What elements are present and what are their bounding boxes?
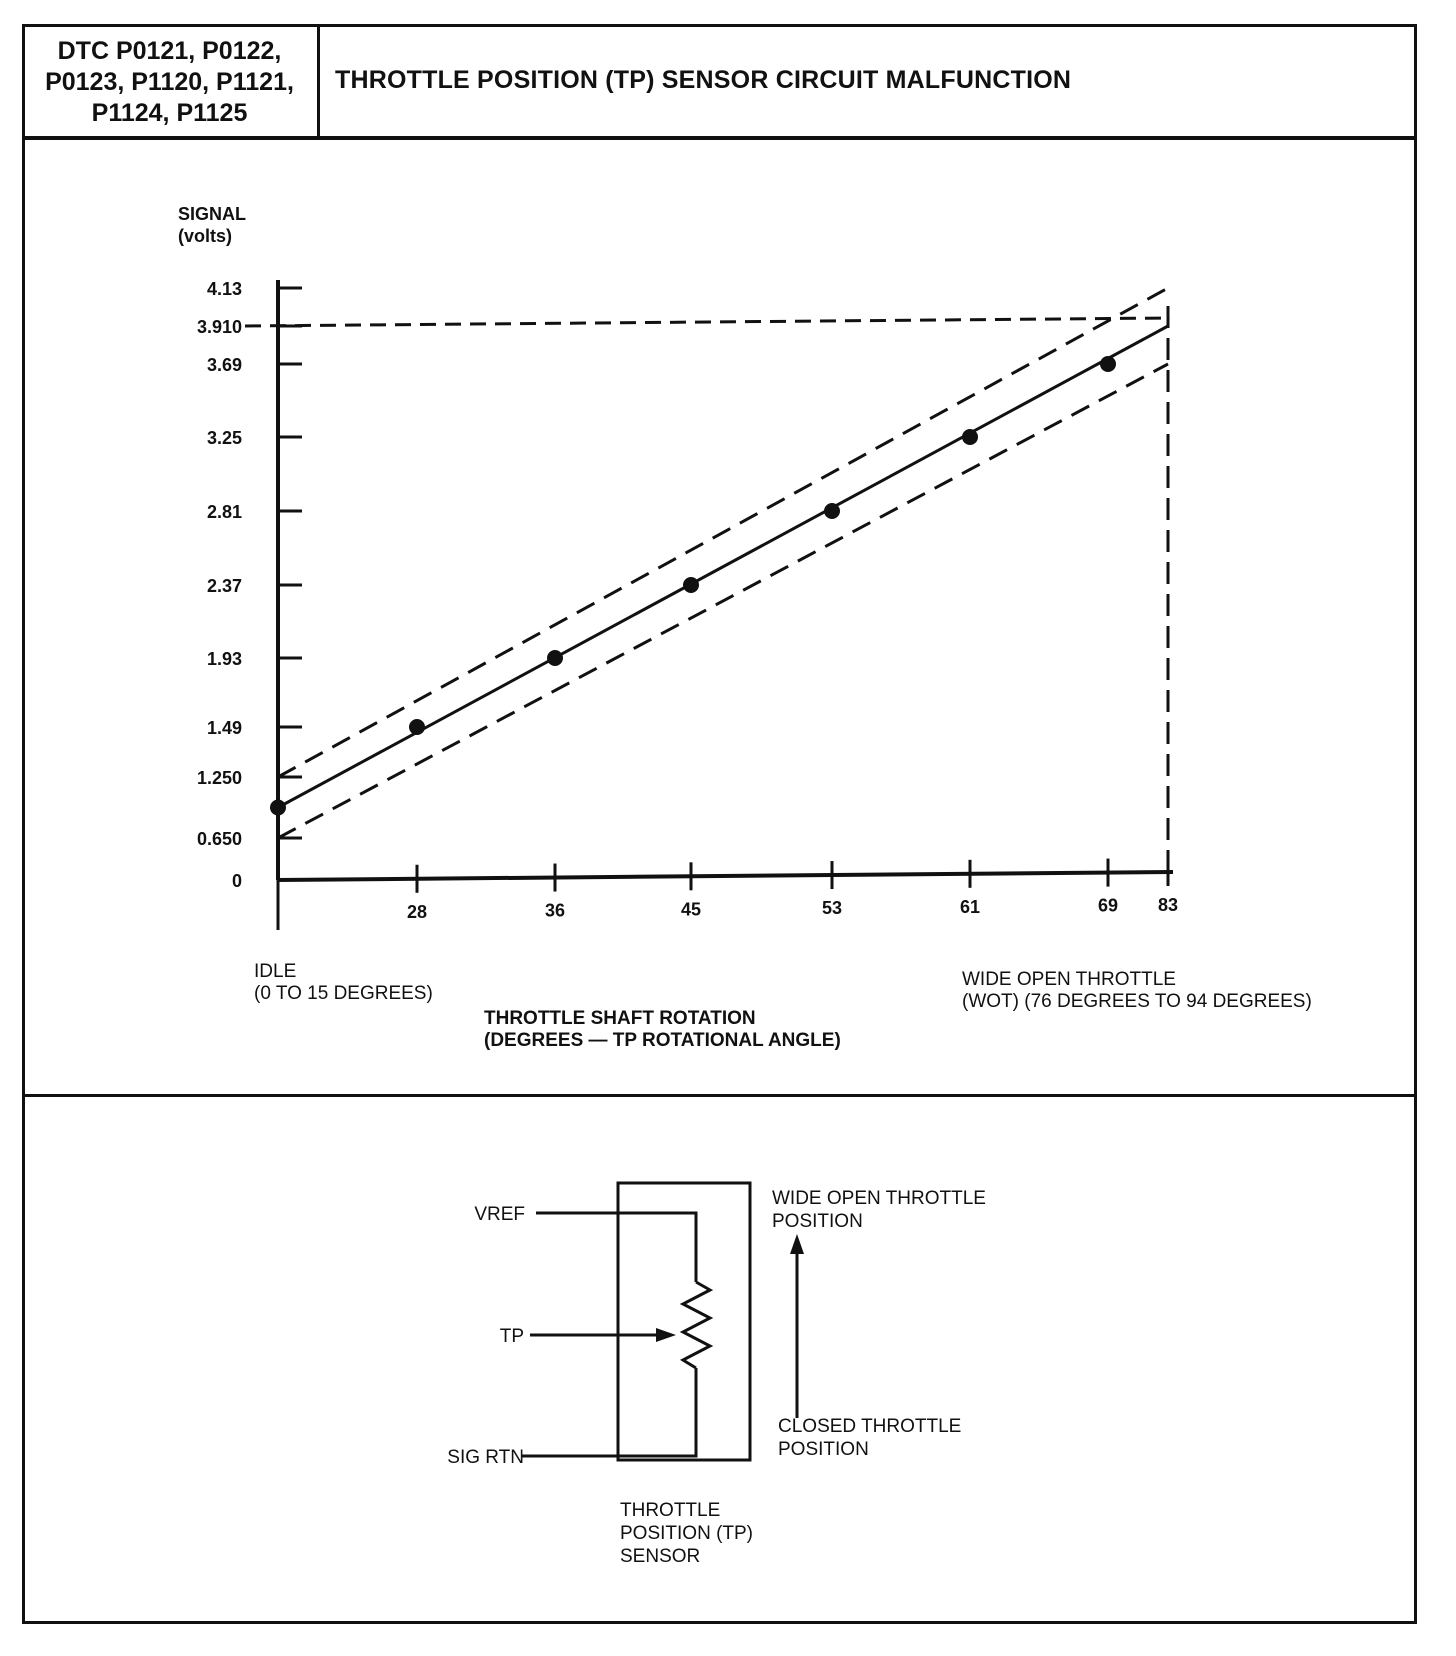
tp-signal-chart (178, 204, 1312, 1051)
y-tick-label: 0 (231, 871, 242, 891)
y-axis-unit: (volts) (178, 226, 232, 246)
data-point (409, 719, 425, 735)
data-point (824, 503, 840, 519)
dtc-codes: DTC P0121, P0122, P0123, P1120, P1121, P1124, P1125 (45, 36, 294, 127)
idle-range-label: (0 TO 15 DEGREES) (254, 983, 433, 1004)
data-point (270, 800, 286, 816)
x-tick-label: 83 (1157, 895, 1179, 916)
data-points (270, 356, 1116, 816)
sensor-label-line3: SENSOR (620, 1546, 701, 1567)
reference-line-3910 (245, 318, 1170, 326)
y-tick-label: 3.910 (196, 317, 242, 337)
x-tick-label: 61 (959, 896, 981, 917)
x-tick-label: 53 (821, 898, 843, 919)
x-axis (278, 872, 1173, 880)
y-tick-label: 2.37 (206, 576, 242, 596)
x-tick-label: 69 (1097, 895, 1119, 916)
x-tick-label: 45 (680, 899, 702, 920)
data-point (962, 429, 978, 445)
data-point (547, 650, 563, 666)
series-line-nominal (278, 326, 1168, 808)
y-tick-label: 4.13 (206, 279, 242, 299)
sensor-label-line2: POSITION (TP) (620, 1523, 753, 1544)
idle-label: IDLE (254, 961, 297, 982)
series-line-upper-limit (278, 288, 1168, 777)
sensor-housing (618, 1183, 750, 1460)
y-tick-label: 3.25 (206, 428, 242, 448)
y-axis-label: SIGNAL (178, 204, 247, 224)
wot-position-label-2: POSITION (772, 1211, 863, 1232)
x-tick-label: 36 (544, 900, 566, 921)
x-ticks (407, 858, 1178, 922)
wiper-arrow-icon (656, 1328, 676, 1342)
series-line-lower-limit (278, 364, 1168, 838)
y-tick-label: 0.650 (196, 829, 242, 849)
y-tick-label: 1.93 (206, 649, 242, 669)
arrow-up-icon (790, 1234, 804, 1254)
sig-rtn-wire (522, 1368, 696, 1456)
series-group (278, 288, 1168, 838)
y-ticks (197, 279, 302, 891)
y-tick-label: 3.69 (206, 355, 242, 375)
tp-label: TP (499, 1326, 524, 1347)
x-tick-label: 28 (406, 901, 428, 922)
data-point (683, 577, 699, 593)
closed-throttle-label-2: POSITION (778, 1439, 869, 1460)
wot-position-label: WIDE OPEN THROTTLE (772, 1188, 986, 1209)
y-tick-label: 1.49 (206, 718, 242, 738)
sensor-label-line1: THROTTLE (620, 1500, 721, 1521)
vref-label: VREF (474, 1204, 525, 1225)
wot-label: WIDE OPEN THROTTLE (962, 969, 1176, 990)
y-tick-label: 1.250 (196, 768, 242, 788)
closed-throttle-label: CLOSED THROTTLE (778, 1416, 962, 1437)
wot-range-label: (WOT) (76 DEGREES TO 94 DEGREES) (962, 991, 1312, 1012)
page-title: THROTTLE POSITION (TP) SENSOR CIRCUIT MALFUNCTION (335, 66, 1072, 94)
y-tick-label: 2.81 (206, 502, 242, 522)
vref-wire (536, 1213, 696, 1282)
data-point (1100, 356, 1116, 372)
tp-sensor-diagram (447, 1183, 986, 1567)
resistor-icon (683, 1282, 710, 1368)
x-axis-sublabel: (DEGREES — TP ROTATIONAL ANGLE) (484, 1030, 841, 1051)
x-axis-label: THROTTLE SHAFT ROTATION (484, 1008, 756, 1029)
sig-rtn-label: SIG RTN (447, 1447, 524, 1468)
